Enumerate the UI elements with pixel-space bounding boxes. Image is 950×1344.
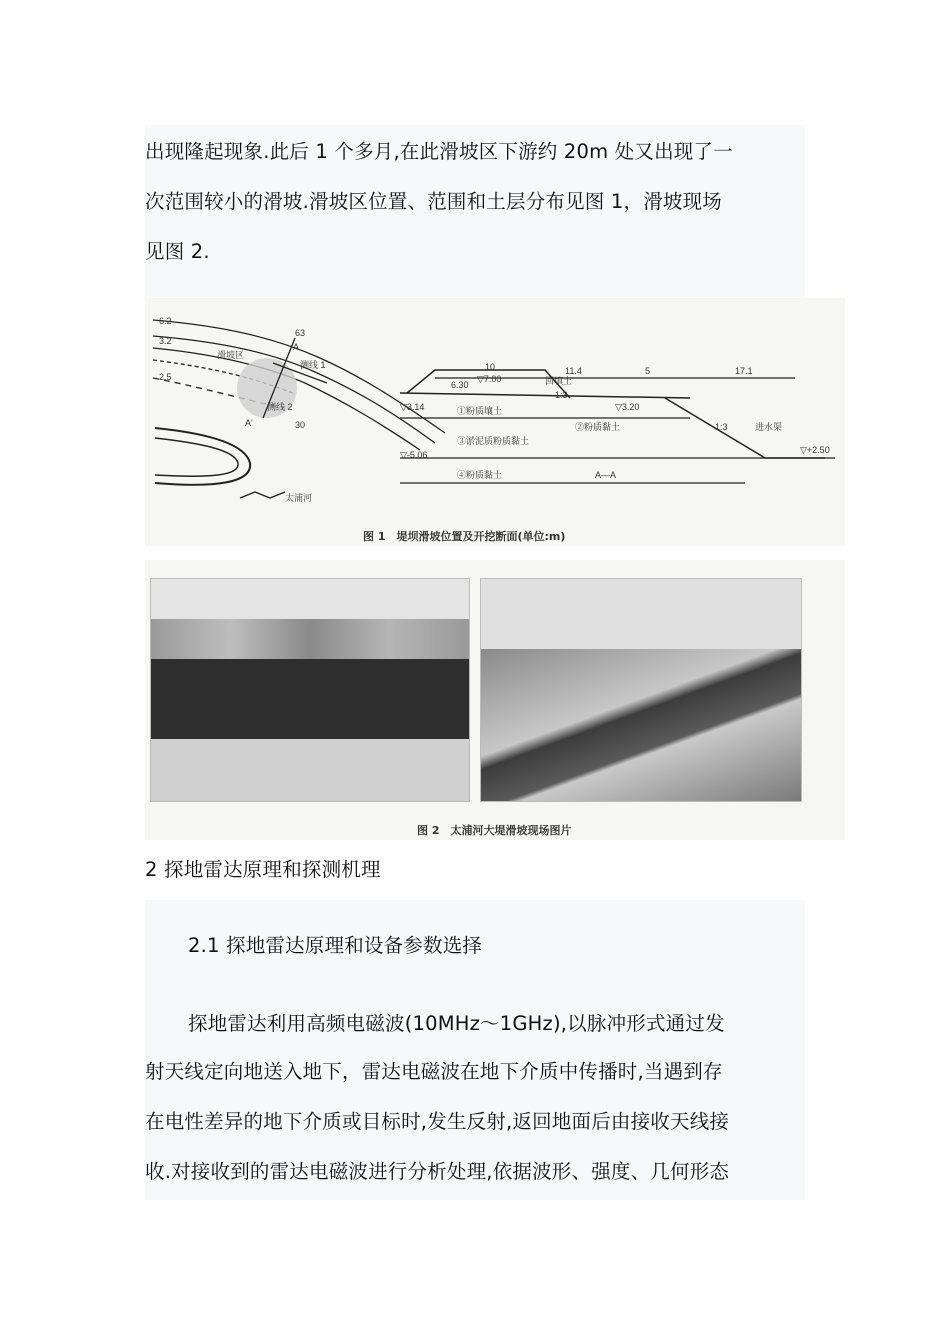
figure-2-caption: 图 2 太浦河大堤滑坡现场图片	[417, 824, 572, 837]
plan-elev-1: 6.2	[159, 316, 172, 326]
photo-left-buildings	[151, 619, 469, 659]
section-elev-5: ▽-5.06	[400, 450, 428, 460]
plan-elev-2: 3.2	[159, 336, 172, 346]
figure-2	[145, 560, 845, 840]
section-elev-6: ▽+2.50	[800, 445, 830, 455]
section-elev-2: ▽7.00	[477, 374, 502, 384]
plan-slide-zone: 滑坡区	[217, 350, 245, 360]
section-dim-2: 11.4	[565, 366, 582, 376]
plan-dim-63: 63	[295, 328, 306, 338]
section-dim-4: 17.1	[735, 366, 753, 376]
paragraph-2-line-3: 在电性差异的地下介质或目标时,发生反射,返回地面后由接收天线接	[145, 1110, 730, 1133]
plan-survey-line-1: 测线 1	[300, 360, 326, 370]
photo-right-ground	[481, 649, 801, 801]
section-dim-1: 10	[485, 362, 496, 372]
paragraph-2-line-2: 射天线定向地送入地下，雷达电磁波在地下介质中传播时,当遇到存	[145, 1060, 723, 1083]
plan-elev-3: 2.5	[159, 372, 172, 382]
section-canal: 进水渠	[755, 422, 783, 432]
section-layer-3: ③淤泥质粉质黏土	[457, 436, 530, 446]
paragraph-2-line-1: 探地雷达利用高频电磁波(10MHz～1GHz),以脉冲形式通过发	[188, 1012, 725, 1035]
plan-dim-30: 30	[295, 420, 306, 430]
figure-1	[145, 298, 845, 546]
photo-right	[480, 578, 802, 802]
section-dim-3: 5	[645, 366, 651, 376]
section-21-heading: 2.1 探地雷达原理和设备参数选择	[188, 934, 483, 957]
section-slope-2: 1:3	[715, 422, 728, 432]
section-2-heading: 2 探地雷达原理和探测机理	[145, 858, 381, 881]
section-fill: 回填土	[545, 376, 573, 386]
plan-section-a2: A'	[245, 418, 253, 428]
figure-1-drawing	[145, 298, 845, 508]
plan-river-label: 太浦河	[285, 493, 313, 503]
section-elev-3: ▽3.14	[400, 402, 425, 412]
section-elev-4: ▽3.20	[615, 402, 640, 412]
figure-1-caption: 图 1 堤坝滑坡位置及开挖断面(单位:m)	[363, 530, 566, 543]
photo-left-field	[151, 659, 469, 739]
section-layer-4: ④粉质黏土	[457, 470, 503, 480]
section-slope-1: 1:3	[555, 390, 568, 400]
section-layer-2: ②粉质黏土	[575, 422, 621, 432]
photo-right-sky	[481, 579, 801, 649]
photo-left-sand	[151, 739, 469, 801]
plan-survey-line-2: 测线 2	[267, 402, 293, 412]
section-name: A—A	[595, 470, 617, 480]
section-elev-1: 6.30	[451, 380, 469, 390]
section-layer-1: ①粉质壤土	[457, 406, 503, 416]
plan-section-a: A	[293, 342, 300, 352]
paragraph-1-line-1: 出现隆起现象.此后 1 个多月,在此滑坡区下游约 20m 处又出现了一	[145, 140, 733, 163]
paragraph-2-line-4: 收.对接收到的雷达电磁波进行分析处理,依据波形、强度、几何形态	[145, 1160, 730, 1183]
photo-left	[150, 578, 470, 802]
paragraph-1-line-3: 见图 2.	[145, 240, 210, 263]
paragraph-1-line-2: 次范围较小的滑坡.滑坡区位置、范围和土层分布见图 1，滑坡现场	[145, 190, 723, 213]
